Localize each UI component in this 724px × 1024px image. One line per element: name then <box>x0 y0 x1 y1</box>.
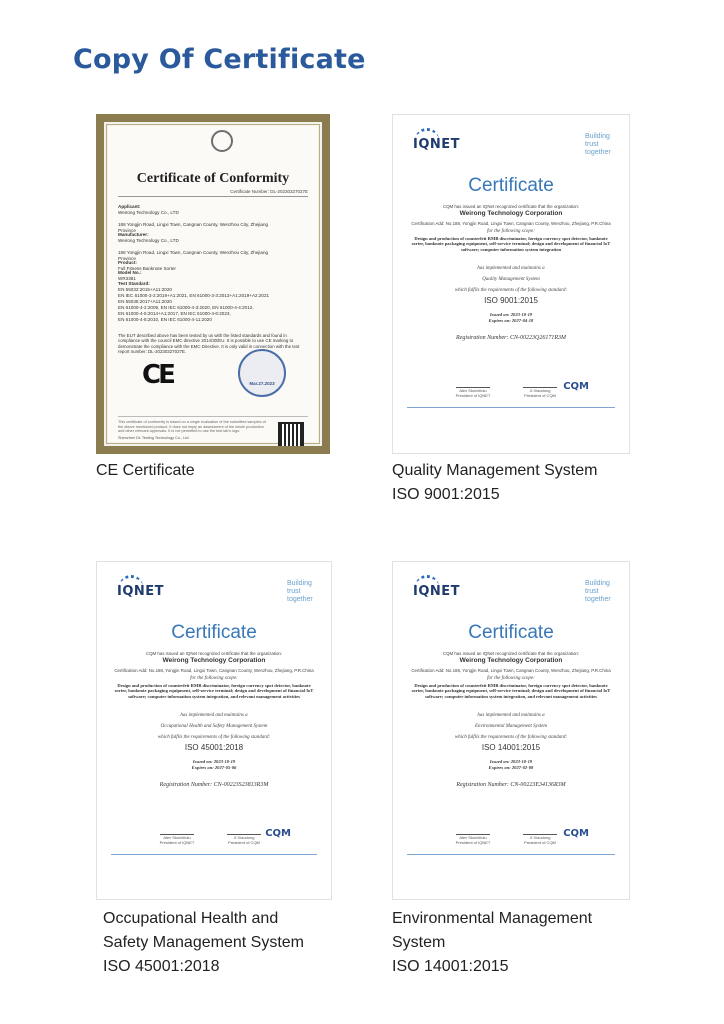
organization-address: Certification Add: No.188, Yongjin Road, Lingxi Town, Cangnan County, Wenzhou, Zhejiang, P.R.China <box>411 668 611 673</box>
scope-intro: for the following scope: <box>487 229 535 234</box>
implemented-text: has implemented and maintains a <box>477 266 545 271</box>
scope-intro: for the following scope: <box>190 676 238 681</box>
caption-iso-9001: Quality Management System ISO 9001:2015 <box>392 462 598 503</box>
ce-statement: The EUT described above has been tested by us with the listed standards and found in compliance with the council EMC directive 2014/30/EU. It is possible to use CE marking to demonstrate the compliance with the EMC Directive. It is only valid in connection with the test report number: DL-20230327027E. <box>118 333 300 355</box>
expiry-date: Expires on: 2027-02-08 <box>488 765 534 770</box>
iqnet-logo: IQNET <box>413 584 461 599</box>
iqnet-tagline: Building trust together <box>585 133 611 156</box>
signature-icon <box>456 375 490 388</box>
iso-45001-certificate-image <box>96 561 332 900</box>
scope-text: Design and production of counterfeit RMB discriminator, foreign currency spot detector, banknote sorter, banknote packaging equipment, self-service terminal; design and development of financial IoT software; computer information system integration, and relevant management activities <box>411 683 611 699</box>
ce-row-manufacturer: Manufacturer:Weirong Technology Co., LTD <box>118 232 179 243</box>
standard-number: ISO 9001:2015 <box>484 296 538 305</box>
organization-name: Weirong Technology Corporation <box>162 657 266 664</box>
iqnet-tagline: Building trust together <box>287 580 313 603</box>
standard-number: ISO 45001:2018 <box>184 743 244 752</box>
ce-row-model: Model No.:WR3381 <box>118 270 142 281</box>
scope-text: Design and production of counterfeit RMB discriminator, foreign currency spot detector, banknote sorter, banknote packaging equipment, self-service terminal; design and development of financial IoT software; computer information system integration <box>411 236 611 252</box>
implemented-text: has implemented and maintains a <box>180 713 248 718</box>
organization-name: Weirong Technology Corporation <box>459 657 563 664</box>
qr-code-icon <box>278 422 304 448</box>
recognition-text: CQM has issued an IQNet recognized certificate that the organization: <box>145 651 283 656</box>
signature-cqm: Ji Xiaodong President of CQM <box>513 822 567 846</box>
organization-name: Weirong Technology Corporation <box>459 210 563 217</box>
ce-row-test-standard: Test Standard: EN 55032:2015+A11:2020 EN IEC 61000-3-2:2019+A1:2021, EN 61000-3-3:2013+A1:2019+A2:2021 EN 55035:2017+A11:2020 EN 61000-4-2:2009, EN IEC 61000-4-3:2020, EN 61000-4-4:2012, EN 61000-4-5:2014+A1:2017, EN IEC 61000-4-6:2023, EN 61000-4-8:2010, EN IEC 61000-4-11:2020 <box>118 281 270 322</box>
fulfils-text: which fulfils the requirements of the following standard: <box>157 735 271 740</box>
signature-cqm: Ji Xiaodong President of CQM <box>513 375 567 399</box>
signature-cqm: Ji Xiaodong President of CQM <box>217 822 271 846</box>
registration-number: Registration Number: CN-00223E34136R3M <box>456 782 566 788</box>
cqm-logo: CQM <box>265 828 291 839</box>
divider <box>118 196 308 197</box>
divider <box>111 854 317 855</box>
ce-row-applicant-address: 188 Yongjin Road, Lingxi Town, Cangnan County, Wenzhou City, Zhejiang Province <box>118 222 269 233</box>
signature-icon <box>523 375 557 388</box>
ce-certificate-image <box>96 114 330 454</box>
stamp-icon <box>238 349 286 397</box>
divider <box>118 416 308 417</box>
signature-icon <box>227 822 261 835</box>
ce-certificate-number: Certificate Number: DL-20230327027E <box>230 189 308 194</box>
signature-icon <box>523 822 557 835</box>
standard-number: ISO 14001:2015 <box>481 743 541 752</box>
expiry-date: Expires on: 2027-04-18 <box>488 318 534 323</box>
cqm-logo: CQM <box>563 381 589 392</box>
certificate-heading: Certificate <box>171 622 257 643</box>
implemented-text: has implemented and maintains a <box>477 713 545 718</box>
ce-footnote: This certificate of conformity is based on a single evaluation of the submitted samples of the above mentioned product. It does not imply an assessment of the whole production and other relevant approvals. It is not permitted to use the test lab's logo. <box>118 420 266 434</box>
ce-issuer: Shenzhen DL Testing Technology Co., Ltd. <box>118 436 190 440</box>
iqnet-tagline: Building trust together <box>585 580 611 603</box>
seal-icon <box>211 130 233 152</box>
signature-iqnet: Alex Stoichitoiu President of IQNET <box>147 822 207 846</box>
issued-date: Issued on: 2023-10-19 <box>489 759 533 764</box>
scope-intro: for the following scope: <box>487 676 535 681</box>
caption-iso-14001: Environmental Management System ISO 14001:2015 <box>392 910 593 975</box>
ce-row-manufacturer-address: 188 Yongjin Road, Lingxi Town, Cangnan County, Wenzhou City, Zhejiang Province <box>118 250 269 261</box>
system-name: Occupational Health and Safety Management System <box>160 724 268 729</box>
issued-date: Issued on: 2023-10-19 <box>192 759 236 764</box>
registration-number: Registration Number: CN-00223Q26171R3M <box>456 335 566 341</box>
registration-number: Registration Number: CN-00223S23813R3M <box>159 782 269 788</box>
divider <box>407 407 615 408</box>
signature-iqnet: Alex Stoichitoiu President of IQNET <box>443 375 503 399</box>
scope-text: Design and production of counterfeit RMB discriminator, foreign currency spot detector, banknote sorter, banknote packaging equipment, self-service terminal; design and development of financial IoT software; computer information system integration, and relevant management activities <box>114 683 314 699</box>
certificate-heading: Certificate <box>468 175 554 196</box>
organization-address: Certification Add: No.188, Yongjin Road, Lingxi Town, Cangnan County, Wenzhou, Zhejiang, P.R.China <box>411 221 611 226</box>
caption-iso-45001: Occupational Health and Safety Management System ISO 45001:2018 <box>103 910 304 975</box>
organization-address: Certification Add: No.188, Yongjin Road, Lingxi Town, Cangnan County, Wenzhou, Zhejiang, P.R.China <box>114 668 314 673</box>
iso-9001-certificate-image <box>392 114 630 454</box>
iqnet-logo: IQNET <box>413 137 461 152</box>
ce-certificate-title: Certificate of Conformity <box>136 171 290 186</box>
ce-row-applicant: Applicant:Weirong Technology Co., LTD <box>118 204 179 215</box>
system-name: Environmental Management System <box>474 724 548 729</box>
expiry-date: Expires on: 2027-05-06 <box>191 765 237 770</box>
signature-icon <box>160 822 194 835</box>
iqnet-logo: IQNET <box>117 584 165 599</box>
recognition-text: CQM has issued an IQNet recognized certificate that the organization: <box>442 651 580 656</box>
fulfils-text: which fulfils the requirements of the following standard: <box>454 288 568 293</box>
fulfils-text: which fulfils the requirements of the following standard: <box>454 735 568 740</box>
signature-iqnet: Alex Stoichitoiu President of IQNET <box>443 822 503 846</box>
stamp-date: Mar.27.2023 <box>249 381 275 386</box>
caption-ce: CE Certificate <box>96 462 195 479</box>
system-name: Quality Management System <box>482 277 540 282</box>
cqm-logo: CQM <box>563 828 589 839</box>
issued-date: Issued on: 2023-10-19 <box>489 312 533 317</box>
ce-mark-icon: CE <box>142 360 173 390</box>
ce-certificate-body <box>108 126 318 442</box>
page-title: Copy Of Certificate <box>73 44 366 75</box>
ce-row-product: Product:Full Fitness Banknote Sorter <box>118 260 176 271</box>
certificate-heading: Certificate <box>468 622 554 643</box>
recognition-text: CQM has issued an IQNet recognized certificate that the organization: <box>442 204 580 209</box>
divider <box>407 854 615 855</box>
iso-14001-certificate-image <box>392 561 630 900</box>
signature-icon <box>456 822 490 835</box>
